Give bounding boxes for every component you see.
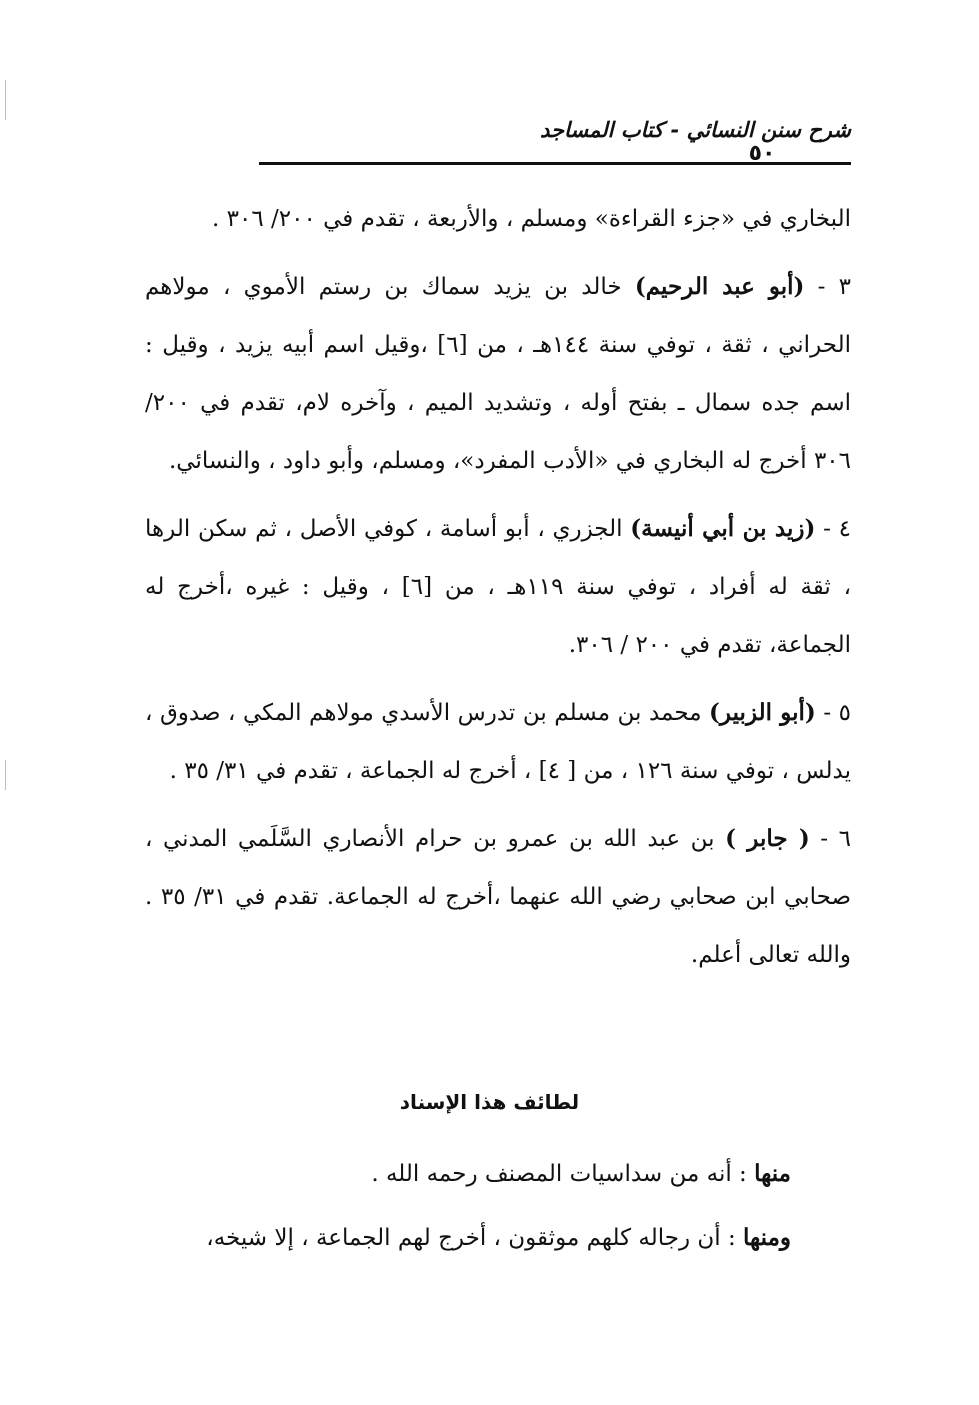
continuation-paragraph: البخاري في «جزء القراءة» ومسلم ، والأربعة ، تقدم في ٢٠٠/ ٣٠٦ . — [211, 206, 851, 232]
entry-number: ٥ - — [815, 700, 851, 726]
narrator-bio: محمد بن مسلم بن تدرس الأسدي مولاهم المكي ، صدوق ، يدلس ، توفي سنة ١٢٦ ، من [ ٤] ، أخرج له الجماعة ، تقدم في ٣١/ ٣٥ . — [145, 700, 851, 784]
entry-number: ٦ - — [809, 826, 851, 852]
list-item — [111, 1142, 791, 1206]
list-item — [111, 1206, 791, 1270]
narrator-bio: خالد بن يزيد سماك بن رستم الأموي ، مولاهم الحراني ، ثقة ، توفي سنة ١٤٤هـ ، من [٦] ،وقيل اسم أبيه يزيد ، وقيل : اسم جده سمال ـ بفتح أوله ، وتشديد الميم ، وآخره لام، تقدم في ٢٠٠/ ٣٠٦ أخرج له البخاري في «الأدب المفرد»، ومسلم، وأبو داود ، والنسائي. — [145, 274, 852, 474]
subtleties-list — [111, 1142, 791, 1270]
item-text: : أن رجاله كلهم موثقون ، أخرج لهم الجماعة ، إلا شيخه، — [206, 1225, 744, 1251]
item-text: : أنه من سداسيات المصنف رحمه الله . — [371, 1161, 755, 1187]
narrator-entry-3 — [145, 258, 851, 490]
narrator-name: (أبو عبد الرحيم) — [634, 273, 805, 300]
item-lead: ومنها — [743, 1224, 791, 1251]
section-heading: لطائف هذا الإسناد — [399, 1090, 580, 1114]
item-lead: منها — [754, 1160, 791, 1187]
narrator-entry-6 — [145, 810, 851, 984]
narrator-bio: الجزري ، أبو أسامة ، كوفي الأصل ، ثم سكن الرها ، ثقة له أفراد ، توفي سنة ١١٩هـ ، من [٦] ، وقيل : غيره ،أخرج له الجماعة، تقدم في ٢٠٠ / ٣٠٦. — [145, 516, 851, 658]
narrator-entry-4 — [145, 500, 851, 674]
scan-edge-mark — [5, 760, 6, 790]
scan-edge-mark — [5, 80, 6, 120]
page-number-rule — [800, 162, 848, 165]
entry-number: ٣ - — [804, 274, 851, 300]
running-title: شرح سنن النسائي - كتاب المساجد — [540, 118, 851, 142]
entry-number: ٤ - — [815, 516, 851, 542]
narrator-name: (زيد بن أبي أنيسة) — [630, 515, 816, 542]
narrator-name: ( جابر ) — [725, 825, 810, 852]
narrator-entry-5 — [145, 684, 851, 800]
page-number: ٥٠ — [748, 141, 776, 166]
narrator-name: (أبو الزبير) — [709, 699, 816, 726]
main-text — [145, 190, 851, 984]
narrator-bio: بن عبد الله بن عمرو بن حرام الأنصاري السَّلَمي المدني ، صحابي ابن صحابي رضي الله عنهما ،أخرج له الجماعة. تقدم في ٣١/ ٣٥ . والله تعالى أعلم. — [145, 826, 851, 968]
